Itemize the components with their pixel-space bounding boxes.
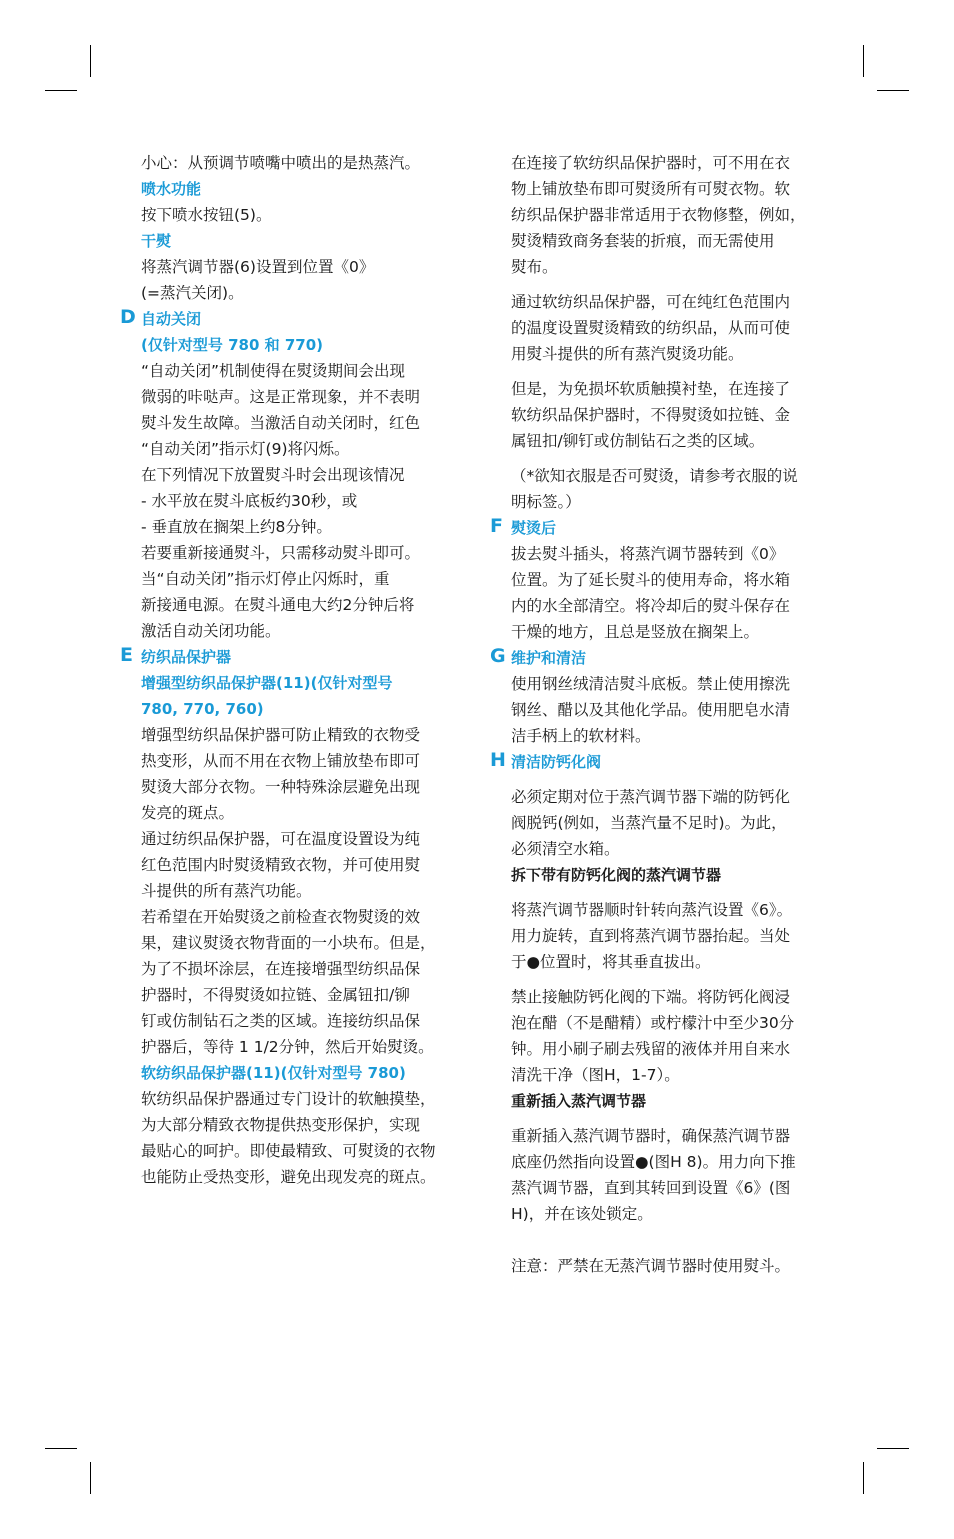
soft-protector-title: 软纺织品保护器(11)(仅针对型号 780) — [141, 1064, 406, 1082]
dry-title: 干熨 — [141, 232, 172, 250]
body-line: 重新插入蒸汽调节器时，确保蒸汽调节器 — [511, 1127, 791, 1145]
body-line: 最贴心的呵护。即使最精致、可熨烫的衣物 — [141, 1142, 436, 1160]
body-line: 的温度设置熨烫精致的纺织品，从而可使 — [511, 319, 791, 337]
body-line: 底座仍然指向设置●(图H 8)。用力向下推 — [511, 1153, 796, 1171]
body-line: 若希望在开始熨烫之前检查衣物熨烫的效 — [141, 908, 421, 926]
body-line: 钉或仿制钻石之类的区域。连接纺织品保 — [141, 1012, 421, 1030]
body-line: 必须清空水箱。 — [511, 840, 620, 858]
section-f-letter: F — [490, 515, 503, 537]
section-h-body — [511, 784, 836, 862]
body-line: - 垂直放在搁架上约8分钟。 — [141, 518, 332, 536]
body-line: 护器时，不得熨烫如拉链、金属钮扣/铆 — [141, 986, 410, 1004]
body-line: 洁手柄上的软材料。 — [511, 727, 651, 745]
soft-protector-para-1 — [511, 150, 836, 280]
section-e-subtitle: 增强型纺织品保护器(11)(仅针对型号 — [141, 674, 393, 692]
body-line: 增强型纺织品保护器可防止精致的衣物受 — [141, 726, 421, 744]
crop-mark-tr-h — [877, 90, 909, 91]
section-h-title: 清洁防钙化阀 — [511, 753, 602, 771]
body-line: 熨布。 — [511, 258, 558, 276]
body-line: 位置。为了延长熨斗的使用寿命，将水箱 — [511, 571, 791, 589]
body-line: 物上铺放垫布即可熨烫所有可熨衣物。软 — [511, 180, 791, 198]
body-line: 于●位置时，将其垂直拔出。 — [511, 953, 711, 971]
section-g-heading — [490, 645, 836, 671]
crop-mark-br-v — [863, 1462, 864, 1494]
reinsert-regulator-body — [511, 1123, 836, 1227]
section-d-letter: D — [120, 306, 136, 328]
remove-regulator-body — [511, 897, 836, 975]
section-e-subtitle: 780, 770, 760) — [141, 700, 264, 718]
section-d-body — [141, 358, 471, 644]
body-line: 果，建议熨烫衣物背面的一小块布。但是， — [141, 934, 436, 952]
body-line: 在连接了软纺织品保护器时，可不用在衣 — [511, 154, 791, 172]
body-line: 必须定期对位于蒸汽调节器下端的防钙化 — [511, 788, 791, 806]
body-line: 阀脱钙(例如，当蒸汽量不足时)。为此， — [511, 814, 787, 832]
spray-title: 喷水功能 — [141, 180, 202, 198]
section-d-subtitle: (仅针对型号 780 和 770) — [141, 336, 324, 354]
body-line: 发亮的斑点。 — [141, 804, 235, 822]
crop-mark-bl-h — [45, 1448, 77, 1449]
body-line: 热变形，从而不用在衣物上铺放垫布即可 — [141, 752, 421, 770]
section-h-letter: H — [490, 749, 506, 771]
body-line: 拔去熨斗插头，将蒸汽调节器转到《0》 — [511, 545, 785, 563]
reinsert-regulator-title: 重新插入蒸汽调节器 — [511, 1092, 647, 1110]
section-g-title: 维护和清洁 — [511, 649, 587, 667]
body-line: 蒸汽调节器，直到其转回到设置《6》(图 — [511, 1179, 791, 1197]
warning-note: 注意：严禁在无蒸汽调节器时使用熨斗。 — [511, 1257, 791, 1275]
dry-line: 将蒸汽调节器(6)设置到位置《0》 — [141, 258, 375, 276]
body-line: 若要重新接通熨斗，只需移动熨斗即可。 — [141, 544, 421, 562]
body-line: 禁止接触防钙化阀的下端。将防钙化阀浸 — [511, 988, 791, 1006]
soft-protector-para-2 — [511, 289, 836, 367]
right-column — [490, 150, 836, 1279]
crop-mark-tl-h — [45, 90, 77, 91]
crop-mark-tl-v — [90, 45, 91, 77]
body-line: 但是，为免损坏软质触摸衬垫，在连接了 — [511, 380, 791, 398]
soft-protector-para-3 — [511, 376, 836, 454]
body-line: 明标签。） — [511, 493, 581, 511]
soak-valve-body — [511, 984, 836, 1088]
body-line: 软纺织品保护器时，不得熨烫如拉链、金 — [511, 406, 791, 424]
crop-mark-bl-v — [90, 1462, 91, 1494]
body-line: 纺织品保护器非常适用于衣物修整，例如， — [511, 206, 806, 224]
crop-mark-tr-v — [863, 45, 864, 77]
body-line: 熨烫精致商务套装的折痕，而无需使用 — [511, 232, 775, 250]
body-line: 钢丝、醋以及其他化学品。使用肥皂水清 — [511, 701, 791, 719]
body-line: 为了不损坏涂层，在连接增强型纺织品保 — [141, 960, 421, 978]
section-e-heading — [120, 644, 471, 670]
body-line: 红色范围内时熨烫精致衣物，并可使用熨 — [141, 856, 421, 874]
soft-protector-note — [511, 463, 836, 515]
body-line: 干燥的地方，且总是竖放在搁架上。 — [511, 623, 760, 641]
body-line: 清洗干净（图H，1-7）。 — [511, 1066, 680, 1084]
body-line: 新接通电源。在熨斗通电大约2分钟后将 — [141, 596, 415, 614]
body-line: 通过软纺织品保护器，可在纯红色范围内 — [511, 293, 791, 311]
section-h-heading — [490, 749, 836, 775]
body-line: 用熨斗提供的所有蒸汽熨烫功能。 — [511, 345, 744, 363]
body-line: 微弱的咔哒声。这是正常现象，并不表明 — [141, 388, 421, 406]
section-d-heading — [120, 306, 471, 332]
body-line: “自动关闭”指示灯(9)将闪烁。 — [141, 440, 350, 458]
left-column — [120, 150, 471, 1190]
section-g-body — [511, 671, 836, 749]
body-line: 钟。用小刷子刷去残留的液体并用自来水 — [511, 1040, 791, 1058]
body-line: “自动关闭”机制使得在熨烫期间会出现 — [141, 362, 406, 380]
body-line: H)，并在该处锁定。 — [511, 1205, 653, 1223]
body-line: 软纺织品保护器通过专门设计的软触摸垫， — [141, 1090, 436, 1108]
section-e-letter: E — [120, 644, 133, 666]
body-line: 为大部分精致衣物提供热变形保护，实现 — [141, 1116, 421, 1134]
body-line: 通过纺织品保护器，可在温度设置设为纯 — [141, 830, 421, 848]
body-line: 护器后，等待 1 1/2分钟，然后开始熨烫。 — [141, 1038, 434, 1056]
section-f-heading — [490, 515, 836, 541]
section-e-title: 纺织品保护器 — [141, 648, 232, 666]
dry-line: (=蒸汽关闭)。 — [141, 284, 244, 302]
body-line: 使用钢丝绒清洁熨斗底板。禁止使用擦洗 — [511, 675, 791, 693]
body-line: 内的水全部清空。将冷却后的熨斗保存在 — [511, 597, 791, 615]
section-g-letter: G — [490, 645, 506, 667]
caution-text: 小心：从预调节喷嘴中喷出的是热蒸汽。 — [141, 154, 421, 172]
spray-text: 按下喷水按钮(5)。 — [141, 206, 272, 224]
body-line: - 水平放在熨斗底板约30秒，或 — [141, 492, 358, 510]
body-line: 激活自动关闭功能。 — [141, 622, 281, 640]
body-line: 斗提供的所有蒸汽功能。 — [141, 882, 312, 900]
body-line: 属钮扣/铆钉或仿制钻石之类的区域。 — [511, 432, 765, 450]
body-line: 用力旋转，直到将蒸汽调节器抬起。当处 — [511, 927, 791, 945]
remove-regulator-title: 拆下带有防钙化阀的蒸汽调节器 — [511, 866, 722, 884]
crop-mark-br-h — [877, 1448, 909, 1449]
body-line: 当“自动关闭”指示灯停止闪烁时，重 — [141, 570, 390, 588]
soft-protector-body — [141, 1086, 471, 1190]
section-e-body — [141, 722, 471, 1060]
body-line: （*欲知衣服是否可熨烫，请参考衣服的说 — [511, 467, 798, 485]
section-d-title: 自动关闭 — [141, 310, 202, 328]
body-line: 熨斗发生故障。当激活自动关闭时，红色 — [141, 414, 421, 432]
body-line: 在下列情况下放置熨斗时会出现该情况 — [141, 466, 405, 484]
body-line: 也能防止受热变形，避免出现发亮的斑点。 — [141, 1168, 436, 1186]
body-line: 将蒸汽调节器顺时针转向蒸汽设置《6》。 — [511, 901, 793, 919]
section-f-title: 熨烫后 — [511, 519, 557, 537]
body-line: 泡在醋（不是醋精）或柠檬汁中至少30分 — [511, 1014, 795, 1032]
section-f-body — [511, 541, 836, 645]
body-line: 熨烫大部分衣物。一种特殊涂层避免出现 — [141, 778, 421, 796]
